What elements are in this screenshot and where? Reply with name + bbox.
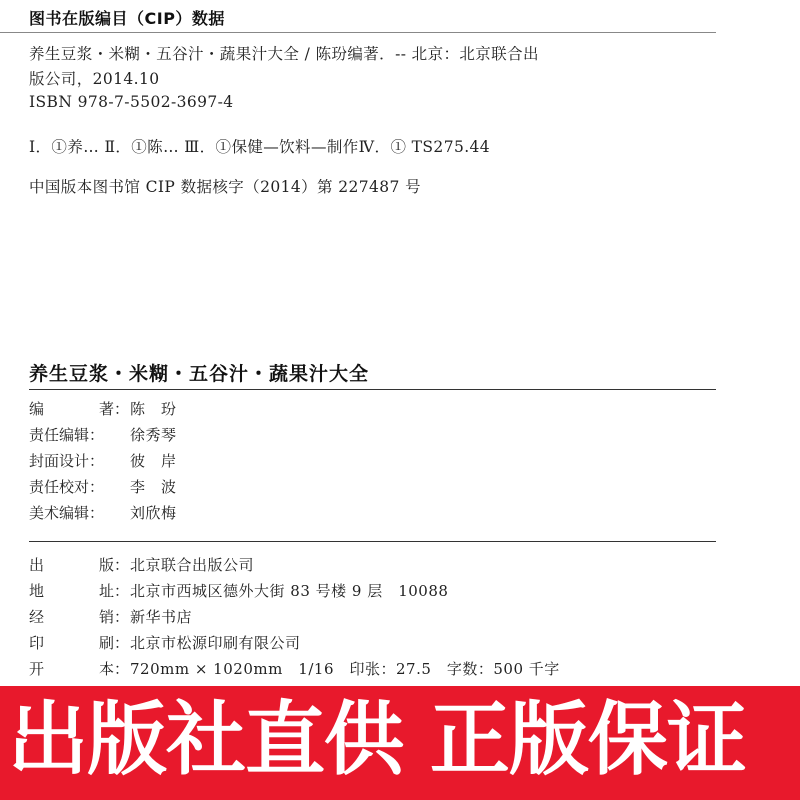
pub-label <box>29 606 129 627</box>
credit-label <box>29 424 129 445</box>
credit-label <box>29 450 129 471</box>
cip-line: 版公司，2014.10 <box>29 70 160 88</box>
book-title: 养生豆浆・米糊・五谷汁・蔬果汁大全 <box>29 363 370 385</box>
pub-value: 北京联合出版公司 <box>130 556 255 574</box>
pub-label <box>29 580 129 601</box>
label-part: 址： <box>98 582 129 600</box>
credit-value: 陈 玢 <box>130 400 177 418</box>
cip-classification: Ⅰ．①养… Ⅱ．①陈… Ⅲ．①保健—饮料—制作Ⅳ．① TS275.44 <box>29 138 491 156</box>
pub-value: 北京市松源印刷有限公司 <box>130 634 301 652</box>
pub-label <box>29 632 129 653</box>
title-divider <box>29 389 716 390</box>
pub-label <box>29 658 129 679</box>
cip-heading: 图书在版编目（CIP）数据 <box>29 9 225 28</box>
label-part: 印 <box>29 634 45 652</box>
label-part: 地 <box>29 582 45 600</box>
label-part: 责任校对： <box>29 478 105 496</box>
credit-value: 彼 岸 <box>130 452 177 470</box>
label-part: 刷： <box>98 634 129 652</box>
label-part: 出 <box>29 556 45 574</box>
label-part: 版： <box>98 556 129 574</box>
cip-isbn: ISBN 978-7-5502-3697-4 <box>29 93 234 111</box>
cip-record-number: 中国版本图书馆 CIP 数据核字（2014）第 227487 号 <box>29 178 422 196</box>
credit-label <box>29 502 129 523</box>
cip-line: 养生豆浆・米糊・五谷汁・蔬果汁大全 / 陈玢编著．-- 北京：北京联合出 <box>29 45 539 63</box>
credit-value: 李 波 <box>130 478 177 496</box>
credit-value: 徐秀琴 <box>130 426 177 444</box>
pub-label <box>29 554 129 575</box>
label-part: 美术编辑： <box>29 504 105 522</box>
label-part: 开 <box>29 660 45 678</box>
credit-label <box>29 398 129 419</box>
credit-value: 刘欣梅 <box>130 504 177 522</box>
promo-banner <box>0 686 800 800</box>
label-part: 著： <box>98 400 129 418</box>
publishing-divider <box>29 541 716 542</box>
pub-value: 720mm × 1020mm 1/16 印张：27.5 字数：500 千字 <box>130 660 560 678</box>
label-part: 本： <box>98 660 129 678</box>
label-part: 经 <box>29 608 45 626</box>
label-part: 销： <box>98 608 129 626</box>
label-part: 编 <box>29 400 45 418</box>
credit-label <box>29 476 129 497</box>
label-part: 责任编辑： <box>29 426 105 444</box>
label-part: 封面设计： <box>29 452 105 470</box>
promo-banner-text: 出版社直供 正版保证 <box>8 693 746 786</box>
pub-value: 北京市西城区德外大街 83 号楼 9 层 10088 <box>130 582 449 600</box>
cip-divider <box>0 32 716 33</box>
pub-value: 新华书店 <box>130 608 193 626</box>
